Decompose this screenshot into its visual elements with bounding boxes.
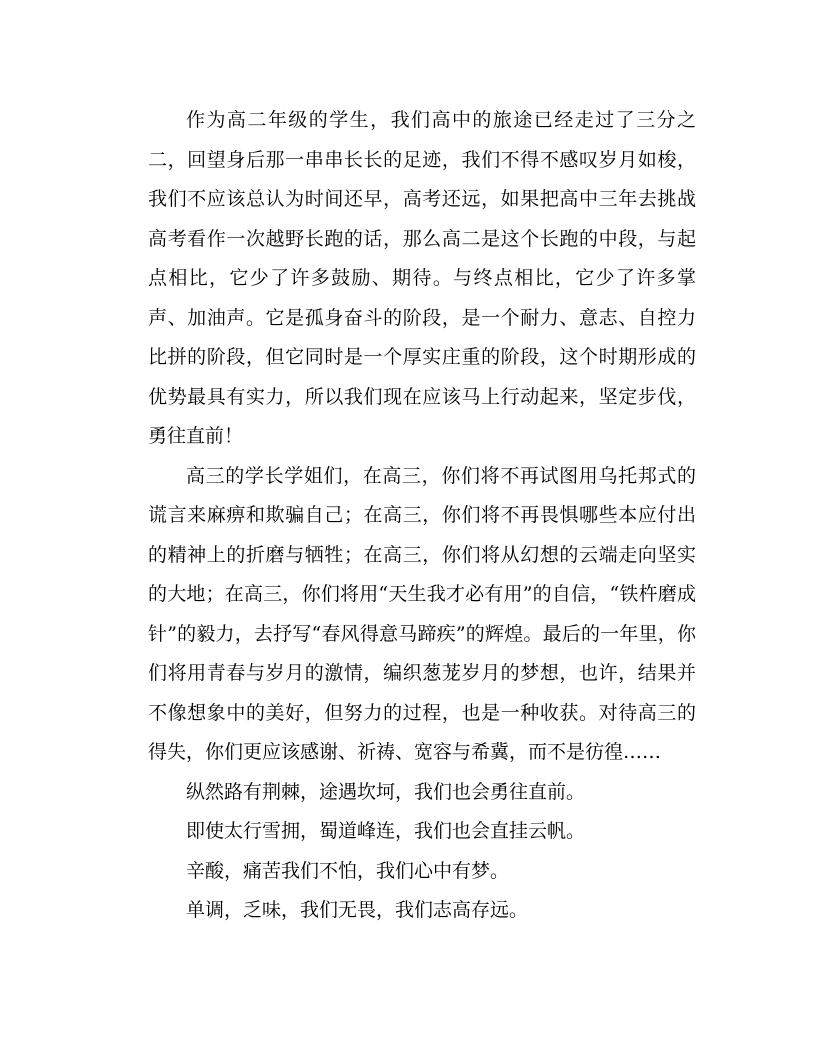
poem-line-2: 即使太行雪拥，蜀道峰连，我们也会直挂云帆。	[186, 820, 586, 842]
document-body	[148, 101, 696, 931]
poem-line-1: 纵然路有荆棘，途遇坎坷，我们也会勇往直前。	[186, 780, 586, 803]
paragraph-1: 作为高二年级的学生，我们高中的旅途已经走过了三分之二，回望身后那一串串长长的足迹，我们不得不感叹岁月如梭，我们不应该总认为时间还早，高考还远，如果把高中三年去挑战高考看作一次越野长跑的话，那么高二是这个长跑的中段，与起点相比，它少了许多鼓励、期待。与终点相比，它少了许多掌声、加油声。它是孤身奋斗的阶段，是一个耐力、意志、自控力比拼的阶段，但它同时是一个厚实庄重的阶段，这个时期形成的优势最具有实力，所以我们现在应该马上行动起来，坚定步伐，勇往直前！	[148, 109, 696, 447]
poem-line-3: 辛酸，痛苦我们不怕，我们心中有梦。	[186, 859, 510, 882]
poem-line-4: 单调，乏味，我们无畏，我们志高存远。	[186, 899, 529, 921]
paragraph-2: 高三的学长学姐们，在高三，你们将不再试图用乌托邦式的谎言来麻痹和欺骗自己；在高三，你们将不再畏惧哪些本应付出的精神上的折磨与牺牲；在高三，你们将从幻想的云端走向坚实的大地；在高三，你们将用“天生我才必有用”的自信，“铁杵磨成针”的毅力，去抒写“春风得意马蹄疾”的辉煌。最后的一年里，你们将用青春与岁月的激情，编织葱茏岁月的梦想，也许，结果并不像想象中的美好，但努力的过程，也是一种收获。对待高三的得失，你们更应该感谢、祈祷、宽容与希冀，而不是彷徨……	[148, 464, 696, 763]
